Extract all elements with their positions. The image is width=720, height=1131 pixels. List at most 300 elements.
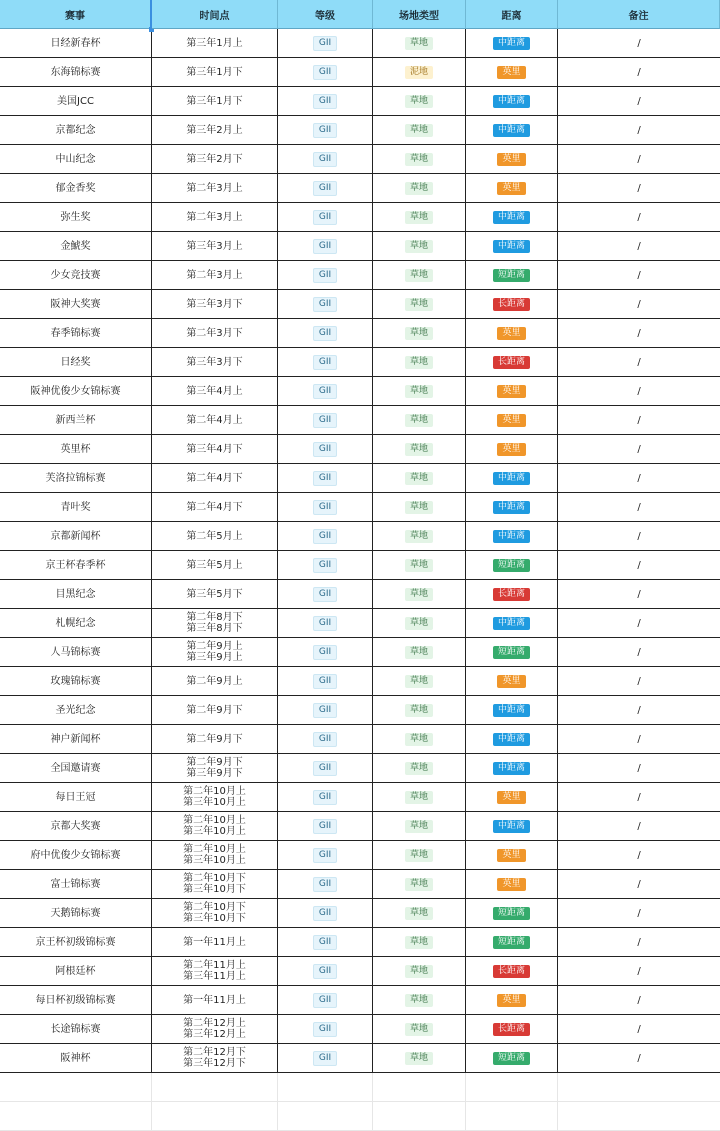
time-value: 第三年3月下 (186, 356, 243, 368)
note-cell[interactable] (558, 493, 720, 522)
note-cell[interactable] (558, 812, 720, 841)
time-cell[interactable] (152, 406, 278, 435)
empty-cell[interactable] (558, 1073, 720, 1102)
distance-cell[interactable] (466, 957, 558, 986)
grade-tag: GII (313, 906, 337, 921)
race-name-cell[interactable] (0, 812, 152, 841)
surface-cell[interactable] (373, 232, 466, 261)
time-cell[interactable] (152, 261, 278, 290)
time-cell[interactable] (152, 493, 278, 522)
header-note[interactable]: 备注 (558, 0, 720, 29)
note-cell[interactable] (558, 1015, 720, 1044)
surface-cell[interactable] (373, 435, 466, 464)
race-name-cell[interactable] (0, 232, 152, 261)
surface-tag: 草地 (405, 472, 433, 485)
race-name-cell[interactable] (0, 667, 152, 696)
grade-cell[interactable] (278, 319, 373, 348)
note-cell[interactable] (558, 667, 720, 696)
distance-cell[interactable] (466, 319, 558, 348)
time-value: 第三年5月下 (186, 588, 243, 600)
empty-cell[interactable] (152, 1102, 278, 1131)
grade-cell[interactable] (278, 1015, 373, 1044)
distance-cell[interactable] (466, 841, 558, 870)
distance-cell[interactable] (466, 493, 558, 522)
grade-cell[interactable] (278, 609, 373, 638)
distance-cell[interactable] (466, 928, 558, 957)
surface-cell[interactable] (373, 928, 466, 957)
race-name-cell[interactable] (0, 464, 152, 493)
grade-tag: GII (313, 65, 337, 80)
time-cell[interactable] (152, 696, 278, 725)
race-name: 新西兰杯 (55, 414, 96, 426)
grade-cell[interactable] (278, 406, 373, 435)
distance-cell[interactable] (466, 725, 558, 754)
race-name-cell[interactable] (0, 116, 152, 145)
surface-tag: 草地 (405, 675, 433, 688)
empty-cell[interactable] (373, 1102, 466, 1131)
race-name-cell[interactable] (0, 348, 152, 377)
grade-tag: GII (313, 819, 337, 834)
distance-cell[interactable] (466, 58, 558, 87)
time-value: 第二年11月上 (183, 960, 246, 971)
grade-cell[interactable] (278, 1044, 373, 1073)
distance-cell[interactable] (466, 435, 558, 464)
race-name-cell[interactable] (0, 174, 152, 203)
time-cell[interactable] (152, 203, 278, 232)
grade-cell[interactable] (278, 261, 373, 290)
surface-cell[interactable] (373, 696, 466, 725)
time-cell[interactable] (152, 464, 278, 493)
time-value: 第二年9月上 (186, 641, 243, 652)
surface-cell[interactable] (373, 1044, 466, 1073)
note-cell[interactable] (558, 986, 720, 1015)
empty-cell[interactable] (466, 1073, 558, 1102)
time-cell[interactable] (152, 870, 278, 899)
note-cell[interactable] (558, 174, 720, 203)
note-value: / (637, 211, 641, 223)
note-cell[interactable] (558, 841, 720, 870)
surface-cell[interactable] (373, 203, 466, 232)
surface-tag: 草地 (405, 994, 433, 1007)
race-name-cell[interactable] (0, 609, 152, 638)
distance-cell[interactable] (466, 261, 558, 290)
note-cell[interactable] (558, 928, 720, 957)
header-race[interactable]: 赛事 (0, 0, 152, 29)
grade-tag: GII (313, 674, 337, 689)
surface-cell[interactable] (373, 174, 466, 203)
grade-cell[interactable] (278, 116, 373, 145)
note-cell[interactable] (558, 580, 720, 609)
race-name-cell[interactable] (0, 319, 152, 348)
distance-cell[interactable] (466, 29, 558, 58)
surface-cell[interactable] (373, 29, 466, 58)
note-cell[interactable] (558, 203, 720, 232)
surface-cell[interactable] (373, 899, 466, 928)
race-name-cell[interactable] (0, 841, 152, 870)
grade-cell[interactable] (278, 29, 373, 58)
race-name-cell[interactable] (0, 87, 152, 116)
surface-cell[interactable] (373, 319, 466, 348)
race-name-cell[interactable] (0, 725, 152, 754)
grade-cell[interactable] (278, 841, 373, 870)
time-value: 第三年9月下 (186, 768, 243, 779)
time-cell[interactable] (152, 522, 278, 551)
race-name-cell[interactable] (0, 29, 152, 58)
race-name: 京王杯初级锦标赛 (35, 936, 116, 948)
time-cell[interactable] (152, 551, 278, 580)
note-cell[interactable] (558, 899, 720, 928)
race-name-cell[interactable] (0, 551, 152, 580)
distance-cell[interactable] (466, 870, 558, 899)
time-cell[interactable] (152, 348, 278, 377)
note-cell[interactable] (558, 1044, 720, 1073)
grade-cell[interactable] (278, 667, 373, 696)
empty-cell[interactable] (373, 1073, 466, 1102)
race-name-cell[interactable] (0, 638, 152, 667)
grade-cell[interactable] (278, 87, 373, 116)
note-cell[interactable] (558, 783, 720, 812)
race-name: 阪神杯 (60, 1052, 91, 1064)
grade-cell[interactable] (278, 551, 373, 580)
note-value: / (637, 849, 641, 861)
note-cell[interactable] (558, 319, 720, 348)
race-name-cell[interactable] (0, 58, 152, 87)
race-name-cell[interactable] (0, 986, 152, 1015)
time-cell[interactable] (152, 1015, 278, 1044)
surface-cell[interactable] (373, 754, 466, 783)
time-cell[interactable] (152, 667, 278, 696)
surface-tag: 草地 (405, 617, 433, 630)
distance-cell[interactable] (466, 1044, 558, 1073)
distance-cell[interactable] (466, 609, 558, 638)
time-cell[interactable] (152, 812, 278, 841)
time-cell[interactable] (152, 725, 278, 754)
note-value: / (637, 646, 641, 658)
surface-tag: 草地 (405, 791, 433, 804)
surface-cell[interactable] (373, 377, 466, 406)
grade-tag: GII (313, 645, 337, 660)
surface-cell[interactable] (373, 261, 466, 290)
surface-cell[interactable] (373, 58, 466, 87)
empty-cell[interactable] (466, 1102, 558, 1131)
empty-cell[interactable] (0, 1102, 152, 1131)
race-name-cell[interactable] (0, 290, 152, 319)
surface-cell[interactable] (373, 406, 466, 435)
surface-cell[interactable] (373, 783, 466, 812)
grade-cell[interactable] (278, 638, 373, 667)
note-cell[interactable] (558, 261, 720, 290)
surface-cell[interactable] (373, 667, 466, 696)
note-value: / (637, 269, 641, 281)
race-name-cell[interactable] (0, 783, 152, 812)
header-grade[interactable]: 等级 (278, 0, 373, 29)
race-name-cell[interactable] (0, 203, 152, 232)
distance-cell[interactable] (466, 522, 558, 551)
empty-cell[interactable] (278, 1073, 373, 1102)
time-value: 第一年11月上 (183, 994, 246, 1006)
race-name-cell[interactable] (0, 522, 152, 551)
distance-cell[interactable] (466, 783, 558, 812)
surface-cell[interactable] (373, 638, 466, 667)
race-name-cell[interactable] (0, 145, 152, 174)
time-cell[interactable] (152, 145, 278, 174)
surface-cell[interactable] (373, 986, 466, 1015)
time-value: 第三年12月下 (183, 1058, 246, 1069)
note-value: / (637, 559, 641, 571)
distance-cell[interactable] (466, 87, 558, 116)
time-value: 第二年10月下 (183, 902, 246, 913)
grade-cell[interactable] (278, 522, 373, 551)
distance-cell[interactable] (466, 667, 558, 696)
surface-cell[interactable] (373, 1015, 466, 1044)
time-cell[interactable] (152, 116, 278, 145)
surface-cell[interactable] (373, 493, 466, 522)
distance-tag: 中距离 (493, 704, 530, 717)
distance-tag: 中距离 (493, 211, 530, 224)
empty-cell[interactable] (278, 1102, 373, 1131)
note-cell[interactable] (558, 58, 720, 87)
time-value: 第三年11月上 (183, 971, 246, 982)
note-cell[interactable] (558, 377, 720, 406)
time-cell[interactable] (152, 377, 278, 406)
race-name: 神户新闻杯 (50, 733, 101, 745)
distance-cell[interactable] (466, 116, 558, 145)
grade-cell[interactable] (278, 899, 373, 928)
grade-cell[interactable] (278, 928, 373, 957)
note-cell[interactable] (558, 725, 720, 754)
distance-cell[interactable] (466, 290, 558, 319)
note-cell[interactable] (558, 406, 720, 435)
distance-cell[interactable] (466, 1015, 558, 1044)
note-value: / (637, 588, 641, 600)
grade-cell[interactable] (278, 145, 373, 174)
empty-cell[interactable] (152, 1073, 278, 1102)
surface-cell[interactable] (373, 290, 466, 319)
note-cell[interactable] (558, 609, 720, 638)
race-name-cell[interactable] (0, 493, 152, 522)
grade-tag: GII (313, 993, 337, 1008)
grade-cell[interactable] (278, 580, 373, 609)
surface-cell[interactable] (373, 551, 466, 580)
grade-cell[interactable] (278, 232, 373, 261)
surface-tag: 草地 (405, 37, 433, 50)
race-name-cell[interactable] (0, 899, 152, 928)
empty-cell[interactable] (558, 1102, 720, 1131)
grade-cell[interactable] (278, 377, 373, 406)
grade-cell[interactable] (278, 783, 373, 812)
race-name: 京王杯春季杯 (45, 559, 106, 571)
grade-tag: GII (313, 877, 337, 892)
grade-cell[interactable] (278, 203, 373, 232)
grade-tag: GII (313, 529, 337, 544)
distance-cell[interactable] (466, 754, 558, 783)
grade-cell[interactable] (278, 435, 373, 464)
surface-cell[interactable] (373, 870, 466, 899)
time-cell[interactable] (152, 174, 278, 203)
note-value: / (637, 472, 641, 484)
distance-tag: 长距离 (493, 1023, 530, 1036)
race-name: 日经新春杯 (50, 37, 101, 49)
distance-cell[interactable] (466, 377, 558, 406)
race-name-cell[interactable] (0, 870, 152, 899)
surface-cell[interactable] (373, 87, 466, 116)
race-name: 金鯱奖 (60, 240, 91, 252)
grade-tag: GII (313, 732, 337, 747)
distance-cell[interactable] (466, 812, 558, 841)
note-cell[interactable] (558, 232, 720, 261)
race-name-cell[interactable] (0, 1044, 152, 1073)
grade-cell[interactable] (278, 348, 373, 377)
note-cell[interactable] (558, 464, 720, 493)
time-cell[interactable] (152, 783, 278, 812)
surface-cell[interactable] (373, 957, 466, 986)
note-value: / (637, 66, 641, 78)
note-cell[interactable] (558, 754, 720, 783)
distance-tag: 英里 (497, 849, 525, 862)
distance-cell[interactable] (466, 348, 558, 377)
grade-cell[interactable] (278, 493, 373, 522)
time-value: 第二年10月下 (183, 873, 246, 884)
time-cell[interactable] (152, 899, 278, 928)
time-value: 第三年10月下 (183, 913, 246, 924)
grade-tag: GII (313, 558, 337, 573)
note-cell[interactable] (558, 435, 720, 464)
grade-cell[interactable] (278, 464, 373, 493)
time-cell[interactable] (152, 957, 278, 986)
surface-cell[interactable] (373, 145, 466, 174)
note-value: / (637, 965, 641, 977)
race-name-cell[interactable] (0, 377, 152, 406)
empty-cell[interactable] (0, 1073, 152, 1102)
time-value: 第三年10月上 (183, 855, 246, 866)
grade-cell[interactable] (278, 58, 373, 87)
surface-cell[interactable] (373, 580, 466, 609)
note-cell[interactable] (558, 145, 720, 174)
surface-cell[interactable] (373, 812, 466, 841)
surface-tag: 草地 (405, 733, 433, 746)
header-surface[interactable]: 场地类型 (373, 0, 466, 29)
note-cell[interactable] (558, 87, 720, 116)
surface-cell[interactable] (373, 116, 466, 145)
time-cell[interactable] (152, 580, 278, 609)
distance-cell[interactable] (466, 986, 558, 1015)
race-name-cell[interactable] (0, 957, 152, 986)
time-cell[interactable] (152, 928, 278, 957)
time-cell[interactable] (152, 986, 278, 1015)
race-name-cell[interactable] (0, 696, 152, 725)
distance-cell[interactable] (466, 551, 558, 580)
grade-cell[interactable] (278, 696, 373, 725)
time-value: 第二年4月上 (186, 414, 243, 426)
time-cell[interactable] (152, 319, 278, 348)
note-value: / (637, 762, 641, 774)
distance-tag: 长距离 (493, 965, 530, 978)
distance-cell[interactable] (466, 145, 558, 174)
time-cell[interactable] (152, 841, 278, 870)
grade-tag: GII (313, 761, 337, 776)
note-cell[interactable] (558, 29, 720, 58)
surface-cell[interactable] (373, 609, 466, 638)
note-cell[interactable] (558, 870, 720, 899)
grade-cell[interactable] (278, 174, 373, 203)
distance-cell[interactable] (466, 464, 558, 493)
header-distance[interactable]: 距离 (466, 0, 558, 29)
surface-tag: 草地 (405, 762, 433, 775)
time-cell[interactable] (152, 232, 278, 261)
time-cell[interactable] (152, 1044, 278, 1073)
surface-tag: 草地 (405, 153, 433, 166)
race-name-cell[interactable] (0, 406, 152, 435)
grade-cell[interactable] (278, 812, 373, 841)
grade-cell[interactable] (278, 754, 373, 783)
time-cell[interactable] (152, 87, 278, 116)
race-name-cell[interactable] (0, 1015, 152, 1044)
distance-tag: 英里 (497, 153, 525, 166)
grade-cell[interactable] (278, 957, 373, 986)
time-value: 第三年10月上 (183, 826, 246, 837)
grade-cell[interactable] (278, 725, 373, 754)
distance-cell[interactable] (466, 203, 558, 232)
note-cell[interactable] (558, 957, 720, 986)
note-cell[interactable] (558, 696, 720, 725)
note-cell[interactable] (558, 348, 720, 377)
time-cell[interactable] (152, 29, 278, 58)
time-cell[interactable] (152, 58, 278, 87)
note-value: / (637, 936, 641, 948)
race-name-cell[interactable] (0, 580, 152, 609)
note-cell[interactable] (558, 551, 720, 580)
time-cell[interactable] (152, 609, 278, 638)
note-cell[interactable] (558, 116, 720, 145)
time-cell[interactable] (152, 638, 278, 667)
race-name-cell[interactable] (0, 261, 152, 290)
surface-cell[interactable] (373, 522, 466, 551)
grade-tag: GII (313, 152, 337, 167)
surface-cell[interactable] (373, 464, 466, 493)
race-name: 府中优俊少女锦标赛 (30, 849, 121, 861)
header-time[interactable]: 时间点 (152, 0, 278, 29)
distance-cell[interactable] (466, 406, 558, 435)
distance-cell[interactable] (466, 174, 558, 203)
time-cell[interactable] (152, 435, 278, 464)
time-cell[interactable] (152, 754, 278, 783)
distance-cell[interactable] (466, 580, 558, 609)
distance-cell[interactable] (466, 899, 558, 928)
distance-tag: 短距离 (493, 559, 530, 572)
time-cell[interactable] (152, 290, 278, 319)
grade-tag: GII (313, 442, 337, 457)
race-name-cell[interactable] (0, 928, 152, 957)
surface-cell[interactable] (373, 841, 466, 870)
surface-tag: 草地 (405, 1052, 433, 1065)
grade-cell[interactable] (278, 290, 373, 319)
note-cell[interactable] (558, 522, 720, 551)
distance-cell[interactable] (466, 638, 558, 667)
note-cell[interactable] (558, 638, 720, 667)
race-name-cell[interactable] (0, 754, 152, 783)
race-name: 中山纪念 (55, 153, 96, 165)
grade-cell[interactable] (278, 870, 373, 899)
race-name-cell[interactable] (0, 435, 152, 464)
distance-cell[interactable] (466, 696, 558, 725)
distance-cell[interactable] (466, 232, 558, 261)
grade-cell[interactable] (278, 986, 373, 1015)
note-cell[interactable] (558, 290, 720, 319)
grade-tag: GII (313, 587, 337, 602)
surface-cell[interactable] (373, 725, 466, 754)
grade-tag: GII (313, 964, 337, 979)
surface-cell[interactable] (373, 348, 466, 377)
